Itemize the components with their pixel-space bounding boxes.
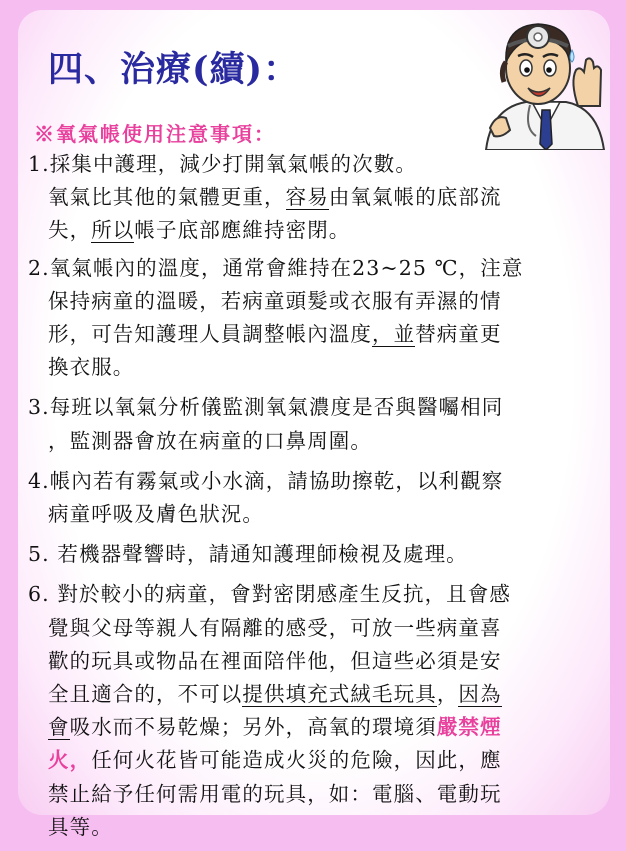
instruction-line xyxy=(28,678,603,711)
instruction-item xyxy=(28,538,603,571)
text-segment: 任何火花皆可能造成火災的危險，因此，應 xyxy=(91,748,502,773)
text-segment: 具等。 xyxy=(48,814,113,839)
instruction-list xyxy=(28,148,603,851)
instruction-line xyxy=(28,252,603,285)
text-segment: 4.帳內若有霧氣或小水滴，請協助擦乾，以利觀察 xyxy=(28,468,504,493)
underlined-text: 因為 xyxy=(458,682,502,707)
text-segment: 帳子底部應維持密閉。 xyxy=(134,218,351,243)
underlined-text: ，並 xyxy=(372,322,416,347)
instruction-line xyxy=(28,612,603,645)
text-segment: 禁止給予任何需用電的玩具，如：電腦、電動玩 xyxy=(48,781,502,806)
text-segment: 氧氣比其他的氣體更重， xyxy=(48,185,286,210)
text-segment: 形，可告知護理人員調整帳內溫度 xyxy=(48,322,372,347)
text-segment: 1.採集中護理，減少打開氧氣帳的次數。 xyxy=(28,152,417,176)
text-segment: 吸水而不易乾燥；另外，高氧的環境須 xyxy=(69,715,437,740)
text-segment: ，監測器會放在病童的口鼻周圍。 xyxy=(48,428,372,453)
instruction-line xyxy=(28,148,603,181)
instruction-line xyxy=(28,465,603,498)
highlighted-warning-text: 嚴禁煙 xyxy=(436,715,502,740)
text-segment: 5. 若機器聲響時，請通知護理師檢視及處理。 xyxy=(28,542,468,567)
text-segment: 3.每班以氧氣分析儀監測氧氣濃度是否與醫囑相同 xyxy=(28,395,504,420)
instruction-item xyxy=(28,391,603,457)
underlined-text: 會 xyxy=(48,715,70,740)
instruction-line xyxy=(28,425,603,458)
instruction-line xyxy=(28,351,603,384)
instruction-line xyxy=(28,318,603,351)
text-segment: 失， xyxy=(48,218,92,243)
text-segment: 覺與父母等親人有隔離的感受，可放一些病童喜 xyxy=(48,615,502,640)
instruction-line xyxy=(28,214,603,247)
underlined-text: 提供填充式絨毛玩具 xyxy=(242,682,437,707)
instruction-line xyxy=(28,181,603,214)
instruction-line xyxy=(28,811,603,844)
instruction-line xyxy=(28,391,603,424)
highlighted-warning-text: 火， xyxy=(48,748,92,773)
page-title: 四、治療(續)： xyxy=(48,49,300,90)
text-segment: 6. 對於較小的病童，會對密閉感產生反抗，且會感 xyxy=(28,582,511,607)
instruction-item xyxy=(28,578,603,844)
text-segment: 替病童更 xyxy=(415,322,502,347)
text-segment: 保持病童的溫暖，若病童頭髮或衣服有弄濕的情 xyxy=(48,288,502,313)
instruction-line xyxy=(28,538,603,571)
text-segment: ， xyxy=(436,682,459,707)
instruction-line xyxy=(28,578,603,611)
text-segment: 全且適合的，不可以 xyxy=(48,682,243,707)
instruction-line xyxy=(28,711,603,744)
instruction-item xyxy=(28,252,603,385)
text-segment: 2.氧氣帳內的溫度，通常會維持在23~25 ℃，注意 xyxy=(28,255,524,280)
instruction-line xyxy=(28,498,603,531)
instruction-line xyxy=(28,744,603,777)
text-segment: 由氧氣帳的底部流 xyxy=(328,185,502,210)
underlined-text: 所以 xyxy=(91,218,135,243)
instruction-item xyxy=(28,465,603,531)
instruction-line xyxy=(28,778,603,811)
instruction-line xyxy=(28,285,603,318)
underlined-text: 容易 xyxy=(285,185,329,210)
text-segment: 病童呼吸及膚色狀況。 xyxy=(48,502,264,527)
instruction-line xyxy=(28,645,603,678)
text-segment: 歡的玩具或物品在裡面陪伴他，但這些必須是安 xyxy=(48,648,502,673)
section-subheading: ※氧氣帳使用注意事項： xyxy=(34,122,276,146)
instruction-item xyxy=(28,148,603,248)
doctor-illustration-icon xyxy=(466,10,616,150)
text-segment: 換衣服。 xyxy=(48,355,135,380)
